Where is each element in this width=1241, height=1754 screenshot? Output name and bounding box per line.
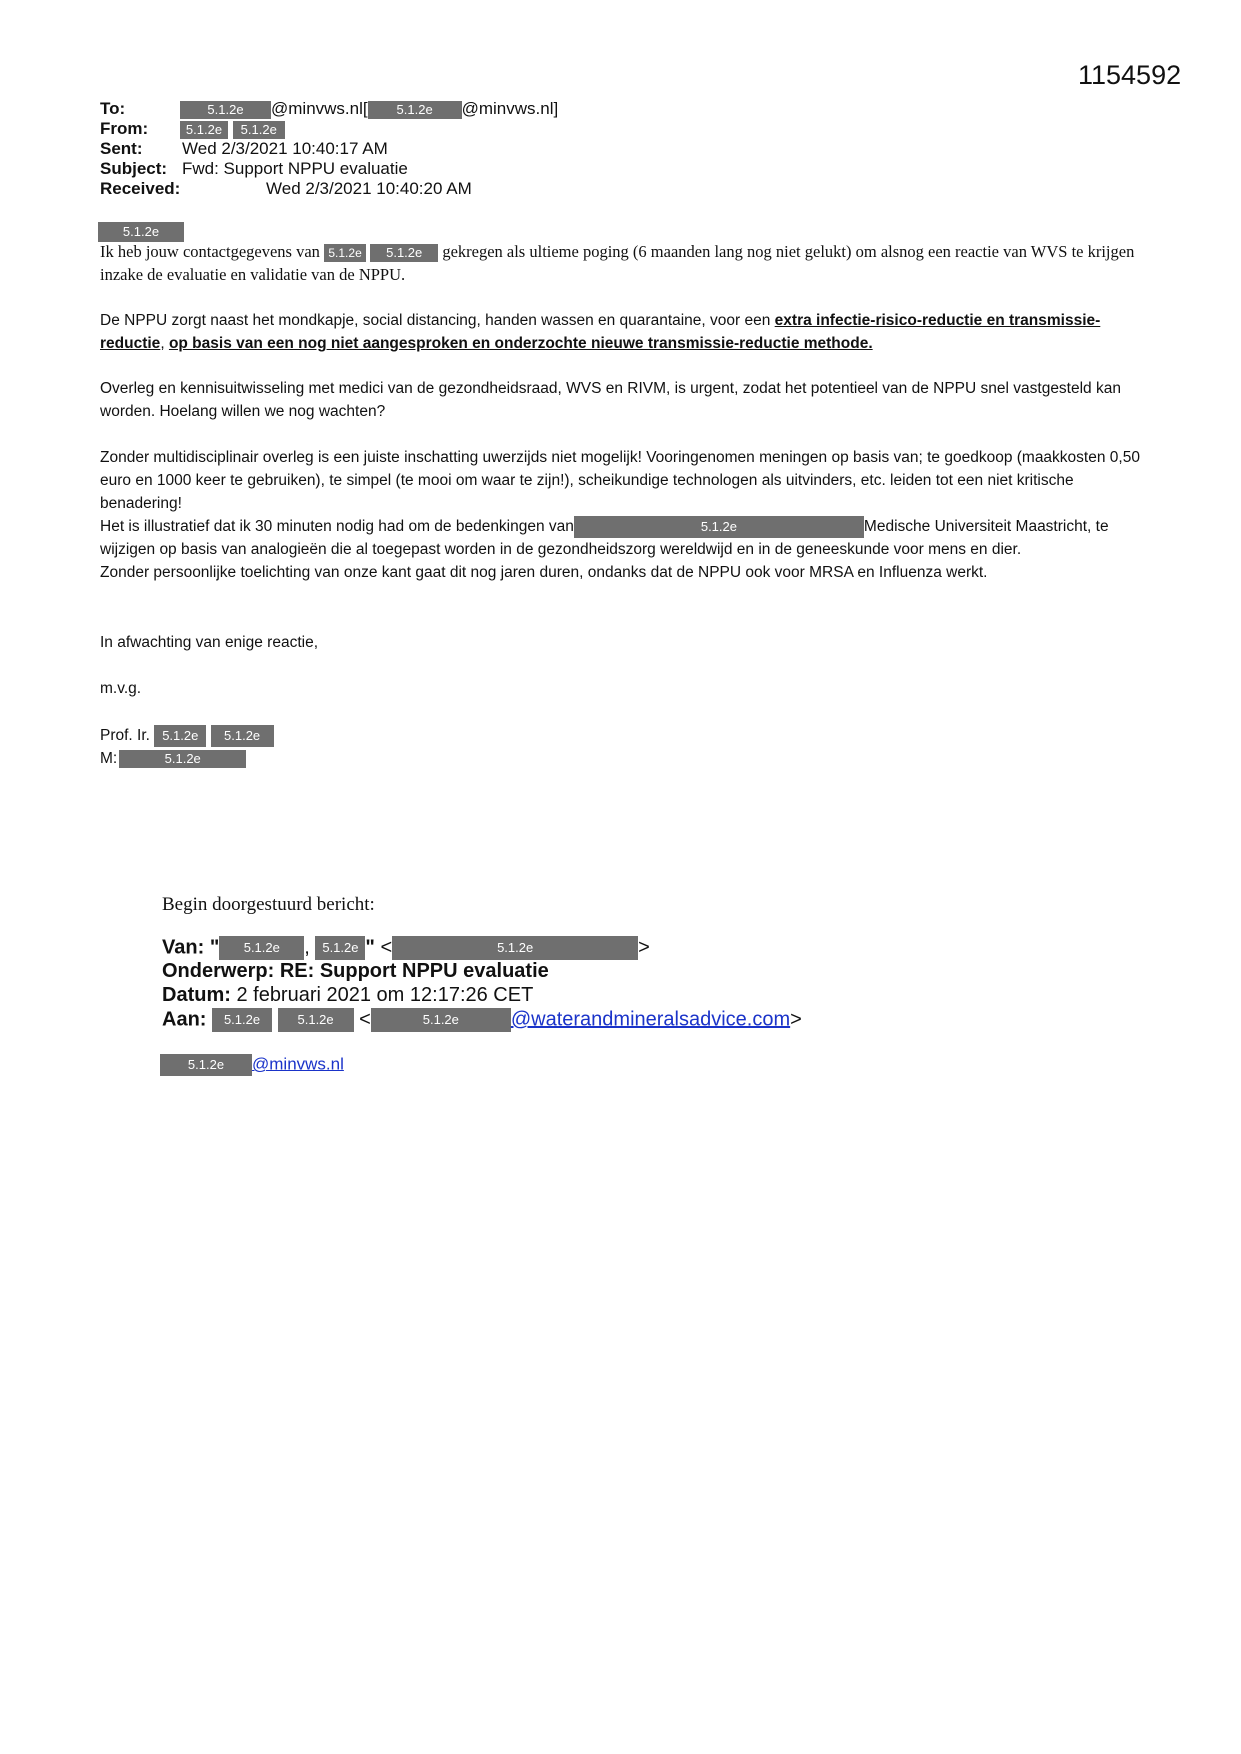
regards: m.v.g. bbox=[100, 680, 142, 697]
received-label: Received: bbox=[100, 179, 181, 198]
paragraph-6: Zonder persoonlijke toelichting van onze kant gaat dit nog jaren duren, ondanks dat de NPPU ook voor MRSA en Influenza werkt. bbox=[100, 564, 988, 581]
highlight-text: extra infectie-risico-reductie en transmissie-reductie bbox=[100, 312, 1101, 352]
from-label: From: bbox=[100, 119, 149, 138]
sent-value: Wed 2/3/2021 10:40:17 AM bbox=[182, 139, 388, 158]
signature-title: Prof. Ir. bbox=[100, 727, 150, 744]
to-domain: @minvws.nl[ bbox=[271, 99, 368, 118]
forward-subject: RE: Support NPPU evaluatie bbox=[279, 960, 549, 982]
forward-onderwerp-row: Onderwerp: RE: Support NPPU evaluatie bbox=[162, 960, 549, 982]
forward-aan-row: Aan: 5.1.2e 5.1.2e < 5.1.2e @waterandmineralsadvice.com> bbox=[162, 1008, 802, 1031]
signature bbox=[100, 724, 1140, 770]
redaction-box: 5.1.2e bbox=[98, 222, 184, 242]
redaction-box: 5.1.2e bbox=[574, 516, 864, 538]
redaction-box: 5.1.2e bbox=[180, 121, 228, 139]
redaction-box: 5.1.2e bbox=[370, 244, 438, 262]
redaction-box: 5.1.2e bbox=[315, 936, 365, 960]
signature-mobile-label: M: bbox=[100, 750, 118, 767]
redaction-box: 5.1.2e bbox=[368, 101, 462, 119]
redaction-box: 5.1.2e bbox=[324, 244, 366, 262]
forward-van-row: Van: " 5.1.2e , 5.1.2e " < 5.1.2e > bbox=[162, 936, 650, 959]
redaction-box: 5.1.2e bbox=[371, 1008, 511, 1032]
document-id: 1154592 bbox=[1078, 60, 1182, 90]
redaction-box: 5.1.2e bbox=[160, 1054, 252, 1076]
subject-value: Fwd: Support NPPU evaluatie bbox=[182, 159, 408, 178]
redaction-box: 5.1.2e bbox=[392, 936, 638, 960]
subject-label: Subject: bbox=[100, 159, 168, 178]
closing: In afwachting van enige reactie, bbox=[100, 634, 318, 651]
paragraph-3: Overleg en kennisuitwisseling met medici van de gezondheidsraad, WVS en RIVM, is urgent, zodat het potentieel van de NPPU snel vastgesteld kan worden. Hoelang willen we nog wachten? bbox=[100, 380, 1121, 420]
email-link[interactable]: @waterandmineralsadvice.com bbox=[510, 1008, 791, 1031]
redaction-box: 5.1.2e bbox=[180, 101, 271, 119]
to-domain: @minvws.nl] bbox=[461, 99, 559, 118]
redaction-box: 5.1.2e bbox=[154, 725, 206, 747]
email-link[interactable]: @minvws.nl bbox=[252, 1054, 344, 1074]
paragraph-2: De NPPU zorgt naast het mondkapje, social distancing, handen wassen en quarantaine, voor een extra infectie-risico-reductie en transmissie-reductie, op basis van een nog niet aangesproken en onderzochte nieuwe transmissie-reductie methode. bbox=[100, 312, 1101, 352]
highlight-text: op basis van een nog niet aangesproken en onderzochte nieuwe transmissie-reductie methode. bbox=[168, 335, 873, 352]
redaction-box: 5.1.2e bbox=[211, 725, 274, 747]
redaction-box: 5.1.2e bbox=[219, 936, 304, 960]
forward-cc-row bbox=[160, 1054, 344, 1076]
paragraph-4: Zonder multidisciplinair overleg is een juiste inschatting uwerzijds niet mogelijk! Vooringenomen meningen op basis van; te goedkoop (maakkosten 0,50 euro en 1000 keer te gebruiken), te simpel (te mooi om waar te zijn!), scheikundige technologen als uitvinders, etc. leiden tot een niet kritische benadering! Het is illustratief dat ik 30 minuten nodig had om de bedenkingen van 5.1.2e Medische Universiteit Maastricht, te wijzigen op basis van analogieën die al toegepast worden in de gezondheidszorg wereldwijd en in de geneeskunde voor mens en dier. Zonder persoonlijke toelichting van onze kant gaat dit nog jaren duren, ondanks dat de NPPU ook voor MRSA en Influenza werkt. bbox=[100, 446, 1140, 584]
paragraph-5: Het is illustratief dat ik 30 minuten nodig had om de bedenkingen van 5.1.2e Medische Universiteit Maastricht, te wijzigen op basis van analogieën die al toegepast worden in de gezondheidszorg wereldwijd en in de geneeskunde voor mens en dier. bbox=[100, 515, 1140, 561]
forward-date: 2 februari 2021 om 12:17:26 CET bbox=[236, 984, 534, 1006]
forward-intro: Begin doorgestuurd bericht: bbox=[162, 894, 375, 915]
received-value: Wed 2/3/2021 10:40:20 AM bbox=[266, 179, 472, 198]
to-label: To: bbox=[100, 99, 126, 118]
redaction-box: 5.1.2e bbox=[212, 1008, 272, 1032]
paragraph-1: Ik heb jouw contactgegevens van 5.1.2e 5.1.2e gekregen als ultieme poging (6 maanden lang nog niet gelukt) om alsnog een reactie van WVS te krijgen inzake de evaluatie en validatie van de NPPU. bbox=[100, 242, 1135, 284]
redaction-box: 5.1.2e bbox=[233, 121, 285, 139]
redaction-box: 5.1.2e bbox=[278, 1008, 354, 1032]
redaction-box: 5.1.2e bbox=[119, 750, 246, 768]
sent-label: Sent: bbox=[100, 139, 143, 158]
forward-datum-row: Datum: 2 februari 2021 om 12:17:26 CET bbox=[162, 984, 534, 1006]
